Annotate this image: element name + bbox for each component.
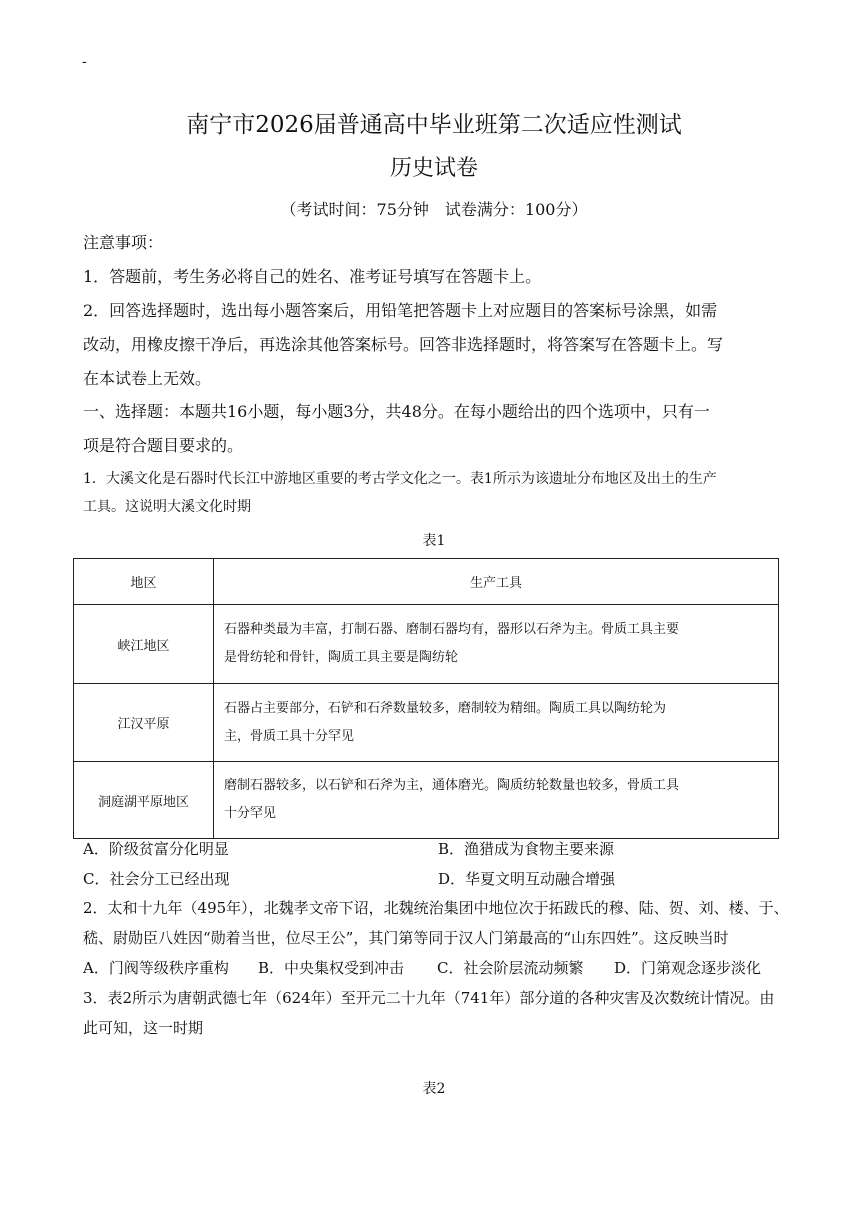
notice-item-2-line-3: 在本试卷上无效。 [83, 369, 212, 388]
table-cell-tools [214, 684, 779, 762]
table-cell-region: 洞庭湖平原地区 [74, 762, 214, 839]
tools-line: 石器种类最为丰富，打制石器、磨制石器均有，器形以石斧为主。骨质工具主要 [224, 622, 680, 637]
table-1 [73, 558, 779, 839]
q1-option-c: C．社会分工已经出现 [83, 870, 230, 888]
q1-stem-line-2: 工具。这说明大溪文化时期 [83, 499, 251, 515]
exam-title: 南宁市2026届普通高中毕业班第二次适应性测试 [186, 112, 682, 138]
notice-item-2-line-1: 2．回答选择题时，选出每小题答案后，用铅笔把答题卡上对应题目的答案标号涂黑，如需 [83, 301, 718, 320]
q1-option-a: A．阶级贫富分化明显 [83, 840, 229, 858]
q1-option-b: B．渔猎成为食物主要来源 [438, 840, 615, 858]
table-1-caption: 表1 [422, 533, 446, 549]
q2-stem-line-2: 嵇、尉勋臣八姓因“勋着当世，位尽王公”，其门第等同于汉人门第最高的“山东四姓”。这反映当时 [83, 929, 729, 947]
q3-stem-line-2: 此可知，这一时期 [83, 1019, 204, 1037]
tools-line: 石器占主要部分，石铲和石斧数量较多，磨制较为精细。陶质工具以陶纺轮为 [224, 700, 667, 716]
q2-stem-line-1: 2．太和十九年（495年），北魏孝文帝下诏，北魏统治集团中地位次于拓跋氏的穆、陆、贺、刘、楼、于、 [83, 899, 789, 917]
section-heading-line-1: 一、选择题：本题共16小题，每小题3分，共48分。在每小题给出的四个选项中，只有一 [83, 402, 710, 421]
q2-option-d: D．门第观念逐步淡化 [614, 959, 762, 977]
exam-subtitle: 历史试卷 [389, 156, 478, 181]
section-heading-line-2: 项是符合题目要求的。 [83, 436, 244, 455]
tools-line: 是骨纺轮和骨针，陶质工具主要是陶纺轮 [224, 650, 459, 665]
table-row [74, 684, 779, 762]
table-header-row [74, 559, 779, 605]
q2-option-a: A．门阀等级秩序重构 [83, 959, 229, 977]
q3-stem-line-1: 3．表2所示为唐朝武德七年（624年）至开元二十九年（741年）部分道的各种灾害及次数统计情况。由 [83, 989, 775, 1007]
tools-line: 主，骨质工具十分罕见 [224, 728, 355, 744]
q1-option-d: D．华夏文明互动融合增强 [438, 870, 616, 888]
table-row [74, 605, 779, 684]
q1-stem-line-1: 1．大溪文化是石器时代长江中游地区重要的考古学文化之一。表1所示为该遗址分布地区及出土的生产 [83, 471, 717, 487]
notice-item-1: 1．答题前，考生务必将自己的姓名、准考证号填写在答题卡上。 [83, 267, 542, 286]
tools-line: 十分罕见 [224, 806, 277, 821]
tools-line: 磨制石器较多，以石铲和石斧为主，通体磨光。陶质纺轮数量也较多，骨质工具 [224, 778, 680, 793]
q2-option-b: B．中央集权受到冲击 [258, 959, 405, 977]
table-cell-tools [214, 762, 779, 839]
table-header-region: 地区 [74, 559, 214, 605]
table-cell-tools [214, 605, 779, 684]
table-cell-region: 江汉平原 [74, 684, 214, 762]
table-cell-region: 峡江地区 [74, 605, 214, 684]
notice-item-2-line-2: 改动，用橡皮擦干净后，再选涂其他答案标号。回答非选择题时，将答案写在答题卡上。写 [83, 335, 724, 354]
exam-info: （考试时间：75分钟 试卷满分：100分） [280, 200, 588, 219]
q2-option-c: C．社会阶层流动频繁 [437, 959, 584, 977]
notice-heading: 注意事项： [83, 233, 164, 252]
page-marker: - [82, 54, 87, 70]
table-row [74, 762, 779, 839]
table-2-caption: 表2 [422, 1081, 446, 1097]
table-header-tools: 生产工具 [214, 559, 779, 605]
